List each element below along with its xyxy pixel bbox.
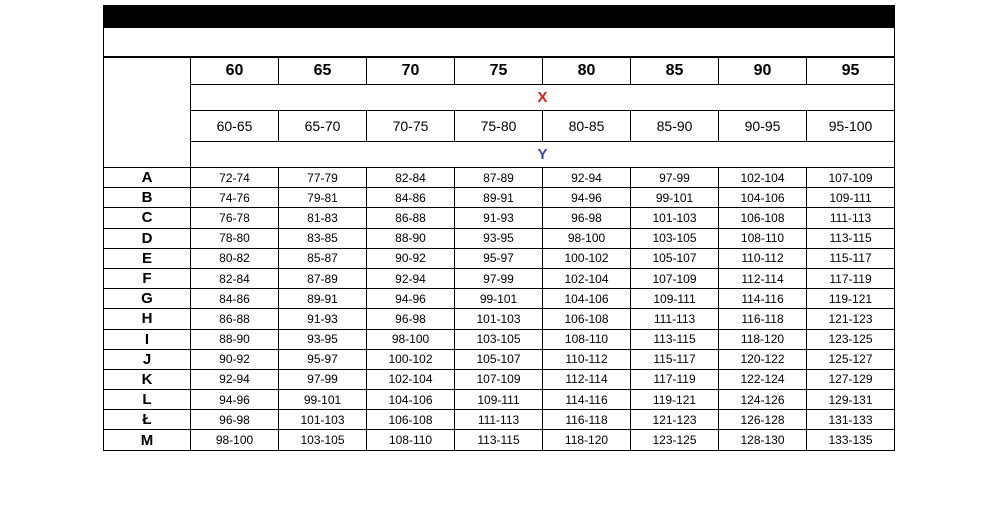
- table-row: [104, 228, 895, 248]
- size-range-cell: 107-109: [807, 168, 895, 188]
- size-range-cell: 102-104: [543, 268, 631, 288]
- band-size: 70: [367, 58, 455, 85]
- cup-letter: I: [104, 329, 191, 349]
- cup-letter: D: [104, 228, 191, 248]
- size-range-cell: 87-89: [279, 268, 367, 288]
- size-range-cell: 90-92: [191, 349, 279, 369]
- band-range: 70-75: [367, 111, 455, 142]
- size-range-cell: 83-85: [279, 228, 367, 248]
- size-range-cell: 86-88: [191, 309, 279, 329]
- size-range-cell: 84-86: [367, 188, 455, 208]
- size-range-cell: 129-131: [807, 390, 895, 410]
- band-range: 90-95: [719, 111, 807, 142]
- size-range-cell: 116-118: [543, 410, 631, 430]
- size-range-cell: 98-100: [543, 228, 631, 248]
- size-range-cell: 110-112: [719, 248, 807, 268]
- size-range-cell: 106-108: [543, 309, 631, 329]
- cup-letter: C: [104, 208, 191, 228]
- size-range-cell: 119-121: [807, 289, 895, 309]
- size-range-cell: 116-118: [719, 309, 807, 329]
- size-range-cell: 131-133: [807, 410, 895, 430]
- size-range-cell: 89-91: [455, 188, 543, 208]
- size-range-cell: 122-124: [719, 369, 807, 389]
- size-range-cell: 82-84: [191, 268, 279, 288]
- band-row: [104, 58, 895, 85]
- size-range-cell: 94-96: [191, 390, 279, 410]
- band-size: 80: [543, 58, 631, 85]
- size-range-cell: 112-114: [543, 369, 631, 389]
- size-range-cell: 95-97: [279, 349, 367, 369]
- size-range-cell: 109-111: [455, 390, 543, 410]
- table-row: [104, 248, 895, 268]
- size-range-cell: 106-108: [719, 208, 807, 228]
- size-range-cell: 107-109: [631, 268, 719, 288]
- table-row: [104, 188, 895, 208]
- size-range-cell: 92-94: [367, 268, 455, 288]
- size-range-cell: 124-126: [719, 390, 807, 410]
- size-range-cell: 79-81: [279, 188, 367, 208]
- band-range: 65-70: [279, 111, 367, 142]
- cup-letter: M: [104, 430, 191, 450]
- table-row: [104, 369, 895, 389]
- size-range-cell: 118-120: [719, 329, 807, 349]
- cup-letter: Ł: [104, 410, 191, 430]
- size-range-cell: 93-95: [455, 228, 543, 248]
- size-range-cell: 114-116: [543, 390, 631, 410]
- size-range-cell: 117-119: [631, 369, 719, 389]
- size-range-cell: 85-87: [279, 248, 367, 268]
- size-range-cell: 121-123: [807, 309, 895, 329]
- size-range-cell: 96-98: [367, 309, 455, 329]
- size-range-cell: 86-88: [367, 208, 455, 228]
- size-range-cell: 97-99: [455, 268, 543, 288]
- size-range-cell: 84-86: [191, 289, 279, 309]
- size-range-cell: 107-109: [455, 369, 543, 389]
- y-label-row: [104, 142, 895, 168]
- size-range-cell: 99-101: [279, 390, 367, 410]
- header-bar: [103, 5, 895, 28]
- x-label-row: [104, 85, 895, 111]
- size-range-cell: 96-98: [191, 410, 279, 430]
- size-range-cell: 109-111: [807, 188, 895, 208]
- size-range-cell: 104-106: [543, 289, 631, 309]
- size-range-cell: 104-106: [367, 390, 455, 410]
- size-range-cell: 103-105: [631, 228, 719, 248]
- size-range-cell: 113-115: [455, 430, 543, 450]
- cup-letter: L: [104, 390, 191, 410]
- size-range-cell: 133-135: [807, 430, 895, 450]
- band-size: 95: [807, 58, 895, 85]
- size-range-cell: 88-90: [191, 329, 279, 349]
- size-range-cell: 105-107: [631, 248, 719, 268]
- table-row: [104, 430, 895, 450]
- y-axis-label: Y: [191, 142, 895, 168]
- size-range-cell: 94-96: [543, 188, 631, 208]
- size-range-cell: 127-129: [807, 369, 895, 389]
- cup-letter: E: [104, 248, 191, 268]
- size-range-cell: 108-110: [367, 430, 455, 450]
- size-range-cell: 103-105: [279, 430, 367, 450]
- band-size: 65: [279, 58, 367, 85]
- size-range-cell: 126-128: [719, 410, 807, 430]
- size-range-cell: 100-102: [543, 248, 631, 268]
- cup-letter: G: [104, 289, 191, 309]
- size-range-cell: 109-111: [631, 289, 719, 309]
- size-range-cell: 123-125: [807, 329, 895, 349]
- size-range-cell: 117-119: [807, 268, 895, 288]
- corner-cell: [104, 58, 191, 168]
- size-range-cell: 98-100: [191, 430, 279, 450]
- size-range-cell: 102-104: [367, 369, 455, 389]
- size-range-cell: 108-110: [543, 329, 631, 349]
- size-range-cell: 111-113: [631, 309, 719, 329]
- size-range-cell: 95-97: [455, 248, 543, 268]
- size-range-cell: 101-103: [455, 309, 543, 329]
- size-range-cell: 112-114: [719, 268, 807, 288]
- size-range-cell: 96-98: [543, 208, 631, 228]
- size-range-cell: 92-94: [191, 369, 279, 389]
- size-range-cell: 106-108: [367, 410, 455, 430]
- size-range-cell: 94-96: [367, 289, 455, 309]
- size-range-cell: 115-117: [631, 349, 719, 369]
- cup-letter: F: [104, 268, 191, 288]
- cup-letter: A: [104, 168, 191, 188]
- size-range-cell: 97-99: [279, 369, 367, 389]
- cup-letter: K: [104, 369, 191, 389]
- size-range-cell: 121-123: [631, 410, 719, 430]
- table-row: [104, 168, 895, 188]
- cup-letter: H: [104, 309, 191, 329]
- size-range-cell: 99-101: [455, 289, 543, 309]
- table-row: [104, 329, 895, 349]
- size-range-cell: 102-104: [719, 168, 807, 188]
- size-table: [103, 57, 895, 451]
- size-range-cell: 91-93: [455, 208, 543, 228]
- size-range-cell: 123-125: [631, 430, 719, 450]
- title-row: [103, 28, 895, 57]
- band-range: 60-65: [191, 111, 279, 142]
- band-range: 80-85: [543, 111, 631, 142]
- table-row: [104, 390, 895, 410]
- size-range-cell: 118-120: [543, 430, 631, 450]
- size-range-cell: 81-83: [279, 208, 367, 228]
- size-range-cell: 82-84: [367, 168, 455, 188]
- size-range-cell: 115-117: [807, 248, 895, 268]
- size-range-cell: 111-113: [807, 208, 895, 228]
- size-range-cell: 113-115: [807, 228, 895, 248]
- cup-letter: J: [104, 349, 191, 369]
- size-range-cell: 78-80: [191, 228, 279, 248]
- size-range-cell: 74-76: [191, 188, 279, 208]
- size-range-cell: 101-103: [279, 410, 367, 430]
- band-range-row: [104, 111, 895, 142]
- size-range-cell: 110-112: [543, 349, 631, 369]
- size-range-cell: 119-121: [631, 390, 719, 410]
- band-size: 90: [719, 58, 807, 85]
- size-range-cell: 91-93: [279, 309, 367, 329]
- size-range-cell: 111-113: [455, 410, 543, 430]
- size-range-cell: 99-101: [631, 188, 719, 208]
- size-range-cell: 108-110: [719, 228, 807, 248]
- size-range-cell: 89-91: [279, 289, 367, 309]
- size-range-cell: 97-99: [631, 168, 719, 188]
- size-range-cell: 120-122: [719, 349, 807, 369]
- table-row: [104, 309, 895, 329]
- size-range-cell: 93-95: [279, 329, 367, 349]
- size-range-cell: 76-78: [191, 208, 279, 228]
- band-range: 85-90: [631, 111, 719, 142]
- size-range-cell: 88-90: [367, 228, 455, 248]
- size-range-cell: 72-74: [191, 168, 279, 188]
- table-row: [104, 268, 895, 288]
- x-axis-label: X: [191, 85, 895, 111]
- table-row: [104, 208, 895, 228]
- band-size: 75: [455, 58, 543, 85]
- size-range-cell: 98-100: [367, 329, 455, 349]
- size-range-cell: 113-115: [631, 329, 719, 349]
- cup-letter: B: [104, 188, 191, 208]
- size-range-cell: 104-106: [719, 188, 807, 208]
- size-range-cell: 114-116: [719, 289, 807, 309]
- size-range-cell: 87-89: [455, 168, 543, 188]
- band-size: 85: [631, 58, 719, 85]
- size-range-cell: 77-79: [279, 168, 367, 188]
- size-range-cell: 101-103: [631, 208, 719, 228]
- size-range-cell: 103-105: [455, 329, 543, 349]
- table-row: [104, 410, 895, 430]
- table-row: [104, 289, 895, 309]
- size-range-cell: 128-130: [719, 430, 807, 450]
- table-row: [104, 349, 895, 369]
- size-range-cell: 90-92: [367, 248, 455, 268]
- size-range-cell: 125-127: [807, 349, 895, 369]
- size-chart: [103, 5, 895, 451]
- size-range-cell: 105-107: [455, 349, 543, 369]
- size-range-cell: 80-82: [191, 248, 279, 268]
- band-size: 60: [191, 58, 279, 85]
- size-range-cell: 92-94: [543, 168, 631, 188]
- band-range: 95-100: [807, 111, 895, 142]
- band-range: 75-80: [455, 111, 543, 142]
- size-range-cell: 100-102: [367, 349, 455, 369]
